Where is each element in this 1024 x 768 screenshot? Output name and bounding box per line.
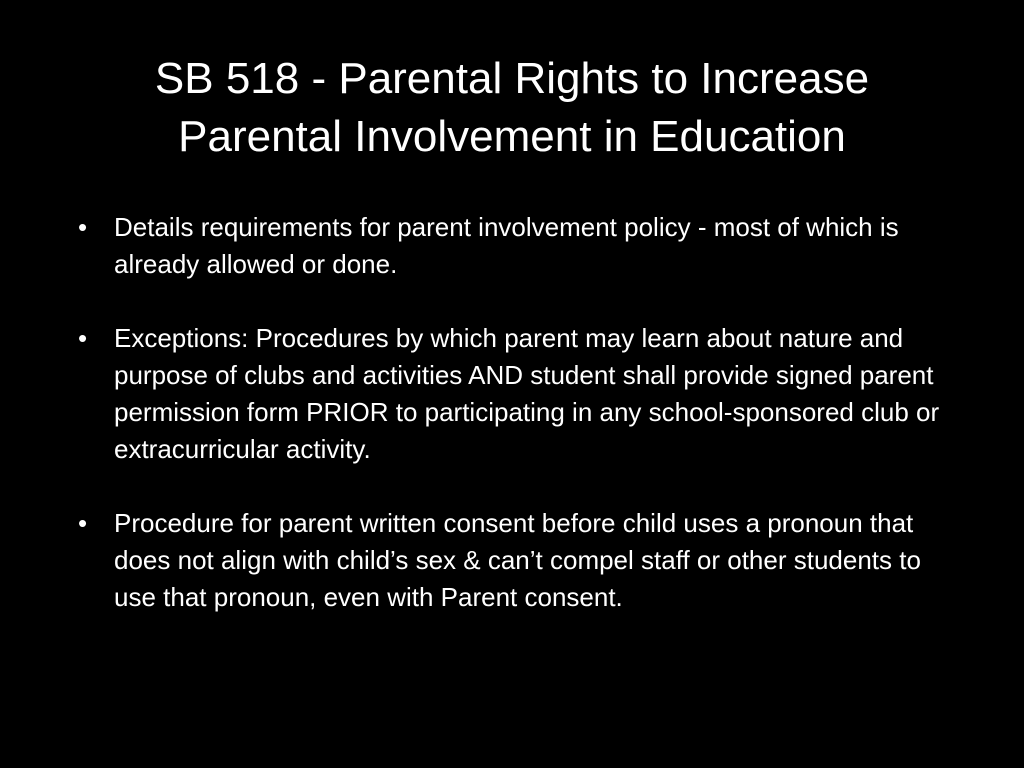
bullet-item-2 bbox=[78, 320, 958, 468]
bullet-text-2: Exceptions: Procedures by which parent may learn about nature and purpose of clubs and activities AND student shall provide signed parent permission form PRIOR to participating in any school-sponsored club or extracurricular activity. bbox=[114, 323, 940, 464]
bullet-text-1: Details requirements for parent involvement policy - most of which is already allowed or done. bbox=[114, 212, 899, 279]
slide-title bbox=[40, 50, 984, 166]
bullet-dot-icon: • bbox=[78, 323, 88, 353]
bullet-item-1 bbox=[78, 209, 958, 283]
slide-title-line-1: SB 518 - Parental Rights to Increase bbox=[154, 54, 870, 103]
bullet-item-3 bbox=[78, 505, 958, 616]
bullet-list bbox=[78, 209, 958, 616]
slide-title-line-2: Parental Involvement in Education bbox=[178, 112, 846, 161]
bullet-dot-icon: • bbox=[78, 212, 88, 242]
bullet-text-3: Procedure for parent written consent before child uses a pronoun that does not align with child’s sex & can’t compel staff or other students to use that pronoun, even with Parent consent. bbox=[114, 508, 921, 612]
bullet-dot-icon: • bbox=[78, 508, 88, 538]
